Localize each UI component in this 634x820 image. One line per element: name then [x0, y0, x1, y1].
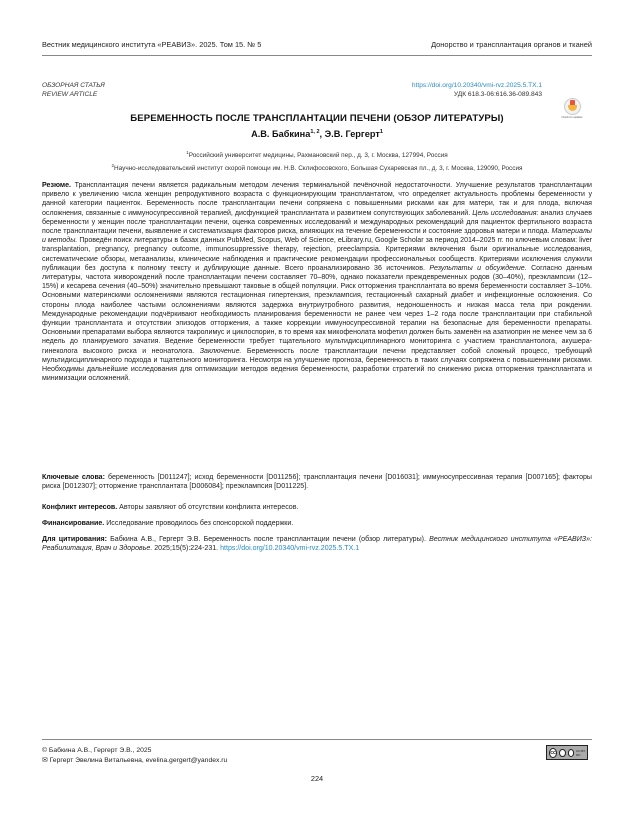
page-number: 224: [310, 774, 324, 783]
keywords: Ключевые слова: беременность [D011247]; исход беременности [D011256]; трансплантация печени [D016031]; иммуносупрессивная терапия [D007165]; факторы риска [D012307]; отторжение трансплантата [D006084]; преэклампсия [D011225].: [42, 474, 592, 491]
journal-name: Вестник медицинского института «РЕАВИЗ». 2025. Том 15. № 5: [42, 40, 262, 49]
copyright: © Бабкина А.В., Гергерт Э.В., 2025: [42, 747, 152, 754]
license-label: CC BY NC: [576, 748, 586, 757]
doi-link[interactable]: https://doi.org/10.20340/vmi-rvz.2025.5.TX.1: [411, 82, 542, 89]
running-header: [42, 40, 592, 49]
citation: Для цитирования: Бабкина А.В., Гергерт Э.В. Беременность после трансплантации печени (обзор литературы). Вестник медицинского института «РЕАВИЗ»: Реабилитация, Врач и Здоровье. 2025;15(5):224-231. https://doi.org/10.20340/vmi-rvz.2025.5.TX.1: [42, 536, 592, 553]
corresponding-author[interactable]: ✉ Гергерт Эвелина Витальевна, evelina.gergert@yandex.ru: [42, 757, 228, 764]
author-2-affil: 1: [379, 129, 383, 135]
cc-license-badge[interactable]: [546, 745, 588, 760]
author-1: А.В. Бабкина: [251, 129, 311, 140]
conclusion-label: Заключение.: [199, 347, 242, 355]
author-2: Э.В. Гергерт: [324, 129, 380, 140]
affiliation-1: $^1$Российский университет медицины, Рахмановский пер., д. 3, г. Москва, 127994, Россия: [186, 150, 448, 160]
abstract-label: Резюме.: [42, 182, 71, 189]
article-title: БЕРЕМЕННОСТЬ ПОСЛЕ ТРАНСПЛАНТАЦИИ ПЕЧЕНИ (ОБЗОР ЛИТЕРАТУРЫ): [130, 113, 504, 124]
section-name: Донорство и трансплантация органов и тканей: [431, 40, 592, 49]
by-icon: [559, 749, 566, 757]
udk-code: УДК 618.3-06:616.36-089.843: [453, 91, 542, 98]
conflict-of-interest: Конфликт интересов. Авторы заявляют об отсутствии конфликта интересов.: [42, 504, 299, 511]
copyright-block: [42, 746, 227, 766]
goal-label: Цель исследования:: [472, 209, 539, 217]
article-identifiers: [412, 81, 542, 99]
article-type-ru: ОБЗОРНАЯ СТАТЬЯ: [42, 82, 105, 89]
header-divider: [42, 55, 592, 56]
affiliation-2: $^2$Научно-исследовательский институт скорой помощи им. Н.В. Склифосовского, Большая Сухаревская пл., д. 3, г. Москва, 129090, Россия: [111, 162, 523, 172]
badge-caption: Check for updates: [561, 116, 583, 119]
article-type-en: REVIEW ARTICLE: [42, 91, 98, 98]
author-1-affil: 1, 2: [310, 129, 320, 135]
affiliations: [0, 148, 634, 173]
nc-icon: [568, 749, 575, 757]
cc-icon: cc: [550, 749, 556, 756]
funding: Финансирование. Исследование проводилось без спонсорской поддержки.: [42, 520, 294, 527]
author-list: А.В. Бабкина$^{1, 2}$, Э.В. Гергерт$^1$: [251, 129, 383, 140]
methods-label: Материалы и методы.: [42, 228, 592, 245]
footer-divider: [42, 739, 592, 740]
abstract: Резюме. Трансплантация печени является радикальным методом лечения терминальной печёночной недостаточности. Улучшение результатов трансплантации привело к увеличению числа женщин репродуктивного возраста с функционирующим трансплантатом, что определяет актуальность проблемы беременности у данной категории пациенток. Беременность после трансплантации печени сопряжена с повышенными рисками как для матери, так и для плода, включая осложнения, связанные с иммуносупрессивной терапией, дисфункцией трансплантата и развитием сопутствующих заболеваний. Цель исследования: анализ случаев беременности у женщин после трансплантации печени, оценка современных исследований и международных рекомендаций для пациенток фертильного возраста после трансплантации печени, выявление и систематизация факторов риска, влияющих на течение беременности и состояние здоровья матери и плода. Материалы и методы. Проведён поиск литературы в базах данных PubMed, Scopus, Web of Science, eLibrary.ru, Google Scholar за период 2014–2025 гг. по ключевым словам: liver transplantation, pregnancy, pregnancy outcome, immunosuppressive therapy, rejection, preeclampsia. Критериями включения были оригинальные исследования, систематические обзоры, метаанализы, клинические наблюдения и практические рекомендации профессиональных сообществ. Критериями исключения служили публикации без доступа к полному тексту и дублирующие данные. Всего проанализировано 36 источников. Результаты и обсуждение. Согласно данным литературы, частота живорождений после трансплантации печени составляет 70–80%, однако показатели преждевременных родов (30–40%), преэклампсии (12–15%) и кесарева сечения (40–50%) значительно превышают таковые в общей популяции. Риск отторжения трансплантата во время беременности составляет 3–10%. Основными материнскими осложнениями являются гестационная гипертензия, преэклампсия, гестационный сахарный диабет и инфекционные осложнения. Со стороны плода наиболее частыми осложнениями являются задержка внутриутробного развития, недоношенность и низкая масса тела при рождении. Международные рекомендации подчёркивают необходимость планирования беременности не ранее чем через 1–2 года после трансплантации при стабильной функции трансплантата и отсутствии эпизодов отторжения, а также коррекции иммуносупрессивной терапии на безопасные для беременности препараты. Основными препаратами выбора являются такролимус и циклоспорин, в то время как микофенолата мофетил должен быть заменён на азатиоприн не менее чем за 6 недель до планируемого зачатия. Ведение беременности требует тщательного мультидисциплинарного мониторинга с участием трансплантолога, акушера-гинеколога высокого риска и неонатолога. Заключение. Беременность после трансплантации печени представляет собой сложный процесс, требующий мультидисциплинарного подхода и тщательного мониторинга. Несмотря на улучшение прогноза, беременность в таких случаях сопряжена с повышенными рисками. Необходимы дальнейшие исследования для оптимизации методов ведения беременности, разработки стратегий по снижению риска отторжения трансплантата и минимизации осложнений.: [42, 182, 592, 383]
article-type: [42, 81, 105, 99]
citation-doi-link[interactable]: https://doi.org/10.20340/vmi-rvz.2025.5.TX.1: [220, 545, 360, 553]
results-label: Результаты и обсуждение.: [429, 264, 527, 272]
